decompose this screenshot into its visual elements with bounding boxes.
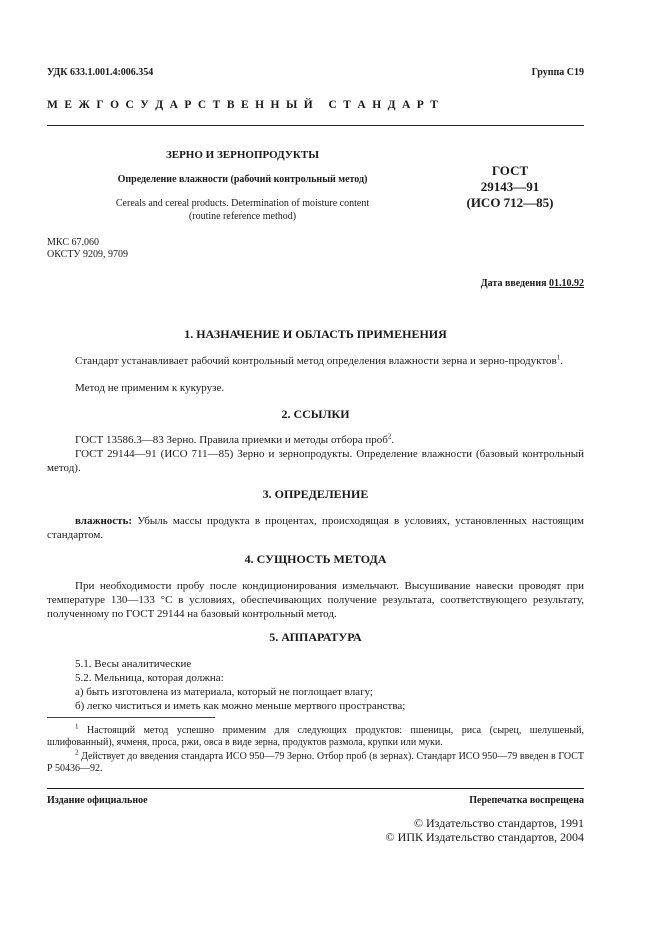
document-title: ЗЕРНО И ЗЕРНОПРОДУКТЫ	[165, 149, 320, 161]
section-5-item-3: а) быть изготовлена из материала, который не поглощает влагу;	[75, 686, 373, 698]
section-2-heading: 2. ССЫЛКИ	[281, 407, 350, 421]
copyright-2004: © ИПК Издательство стандартов, 2004	[385, 830, 584, 844]
mks-code: МКС 67.060	[47, 237, 99, 248]
udk-code: УДК 633.1.001.4:006.354	[47, 67, 154, 78]
interstate-standard-banner: М Е Ж Г О С У Д А Р С Т В Е Н Н Ы Й С Т А Н Д А Р Т	[47, 99, 440, 111]
intro-date	[481, 278, 584, 290]
intro-date-value: 01.10.92	[549, 278, 584, 289]
footnote-ref-2: 2	[387, 432, 392, 441]
section-3-paragraph	[47, 514, 584, 542]
section-1-paragraph-2: Метод не применим к кукурузе.	[75, 382, 225, 394]
footnote-ref-1: 1	[556, 353, 561, 362]
footnote-1	[47, 722, 584, 749]
group-code: Группа С19	[531, 67, 584, 78]
official-edition: Издание официальное	[47, 795, 148, 806]
footnote-2-mark: 2	[75, 748, 79, 757]
footnote-2-text: Действует до введения стандарта ИСО 950—79 Зерно. Отбор проб (в зернах). Стандарт ИСО 950—79 введен в ГОСТ Р 50436—92.	[47, 751, 584, 774]
english-title-line2: (routine reference method)	[188, 211, 297, 222]
gost-number: 29143—91	[480, 179, 540, 194]
section-3-heading: 3. ОПРЕДЕЛЕНИЕ	[262, 487, 369, 501]
gost-label: ГОСТ	[491, 163, 529, 178]
section-4-heading: 4. СУЩНОСТЬ МЕТОДА	[244, 552, 387, 566]
copyright-1991: © Издательство стандартов, 1991	[413, 816, 584, 830]
intro-date-label: Дата введения	[480, 278, 547, 289]
footnote-2	[47, 748, 584, 775]
section-1-heading: 1. НАЗНАЧЕНИЕ И ОБЛАСТЬ ПРИМЕНЕНИЯ	[184, 327, 447, 341]
iso-number: (ИСО 712—85)	[466, 195, 554, 210]
section-2-paragraph-2: ГОСТ 29144—91 (ИСО 711—85) Зерно и зернопродукты. Определение влажности (базовый контрольный метод).	[47, 448, 584, 474]
section-1-text-end: .	[560, 355, 563, 367]
footnote-rule	[47, 717, 215, 718]
document-subtitle: Определение влажности (рабочий контрольный метод)	[117, 174, 368, 185]
definition-text: Убыль массы продукта в процентах, происходящая в условиях, установленных настоящим стандартом.	[47, 515, 584, 541]
footnote-1-mark: 1	[75, 722, 79, 731]
section-1-text: Стандарт устанавливает рабочий контрольный метод определения влажности зерна и зерно-продуктов	[75, 355, 557, 367]
definition-term: влажность:	[75, 515, 133, 527]
section-5-heading: 5. АППАРАТУРА	[269, 630, 362, 644]
section-5-item-4: б) легко чиститься и иметь как можно меньше мертвого пространства;	[75, 700, 406, 712]
header-rule	[47, 125, 584, 126]
section-2-text: ГОСТ 13586.3—83 Зерно. Правила приемки и методы отбора проб	[75, 434, 388, 446]
english-title-line1: Cereals and cereal products. Determination of moisture content	[115, 198, 370, 209]
okstu-code: ОКСТУ 9209, 9709	[47, 249, 129, 260]
section-2-text-end: .	[391, 434, 395, 446]
section-2-paragraph-1	[47, 433, 584, 447]
footer-rule	[47, 788, 584, 789]
reprint-prohibited: Перепечатка воспрещена	[469, 795, 584, 806]
section-5-item-1: 5.1. Весы аналитические	[75, 658, 192, 670]
section-5-item-2: 5.2. Мельница, которая должна:	[75, 672, 224, 684]
section-1-paragraph-1	[47, 354, 584, 368]
section-4-paragraph: При необходимости пробу после кондиционирования измельчают. Высушивание навески проводят при температуре 130—133 °С в условиях, обеспечивающих получение результата, соответствующего результату, полученному по ГОСТ 29144 на базовый контрольный метод.	[47, 580, 584, 620]
footnote-1-text: Настоящий метод успешно применим для следующих продуктов: пшеницы, риса (сырец, шелушеный, шлифованный), ячменя, проса, ржи, овса в виде зерна, продуктов размола, крупки или муки.	[47, 725, 584, 748]
